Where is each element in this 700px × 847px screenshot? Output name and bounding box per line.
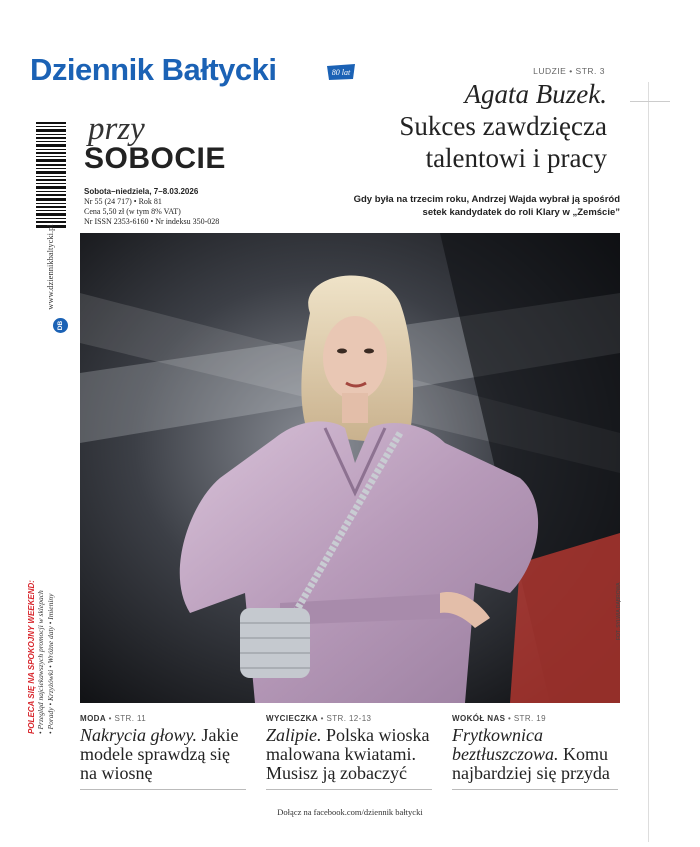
top-story-headline[interactable] xyxy=(372,78,607,174)
teaser-divider xyxy=(452,789,618,790)
crop-line-horizontal xyxy=(630,101,670,102)
supplement-przy: przy xyxy=(88,111,145,147)
badge-text: 80 lat xyxy=(331,68,351,77)
top-story-headline-name: Agata Buzek. xyxy=(464,79,607,109)
teaser-kicker: WYCIECZKA • STR. 12-13 xyxy=(266,714,372,723)
side-promo-head: POLECA SIĘ NA SPOKOJNY WEEKEND: xyxy=(27,580,36,734)
crop-line-vertical xyxy=(648,82,649,842)
top-story-headline-rest: Sukces zawdzięcza talentowi i pracy xyxy=(399,111,607,173)
teaser-fashion[interactable] xyxy=(80,714,246,790)
side-promo-line: • Porady • Krzyżówki • Wróżne daty • Imieniny xyxy=(46,593,55,734)
top-story-lead-line: setek kandydatek do roli Klary w „Zemście” xyxy=(422,206,620,218)
teaser-kicker: MODA • STR. 11 xyxy=(80,714,147,723)
teaser-around-us[interactable] xyxy=(452,714,618,790)
issue-issn: Nr ISSN 2353-6160 • Nr indeksu 350-028 xyxy=(84,217,220,226)
db-logo-icon: DB xyxy=(53,318,68,333)
side-website[interactable]: www.dziennikbaltycki.pl xyxy=(45,224,55,310)
side-promo xyxy=(27,534,63,734)
top-story-lead xyxy=(350,194,620,219)
teaser-text: Nakrycia głowy. Jakie modele sprawdzą się na wiosnę xyxy=(80,725,239,783)
teaser-divider xyxy=(266,789,432,790)
cover-photo[interactable] xyxy=(80,233,620,703)
side-promo-line: • Przegląd najciekawszych promocji w sklepach xyxy=(36,590,45,734)
masthead-title: Dziennik Bałtycki xyxy=(30,52,277,87)
issue-info xyxy=(84,187,219,227)
photo-credit: FOT. SYLWIA DĄBROWA xyxy=(616,582,622,640)
top-story-kicker: LUDZIE • STR. 3 xyxy=(533,66,605,76)
teaser-text: Frytkownica beztłuszczowa. Komu najbardziej się przyda xyxy=(452,725,610,783)
teaser-text: Zalipie. Polska wioska malowana kwiatami. Musisz ją zobaczyć xyxy=(266,725,430,783)
teaser-kicker: WOKÓŁ NAS • STR. 19 xyxy=(452,714,546,723)
top-story-lead-line: Gdy była na trzecim roku, Andrzej Wajda wybrał ją spośród xyxy=(353,194,620,205)
anniversary-badge xyxy=(325,62,357,82)
issue-number: Nr 55 (24 717) • Rok 81 xyxy=(84,197,162,206)
teaser-trip[interactable] xyxy=(266,714,432,790)
issue-price: Cena 5,50 zł (w tym 8% VAT) xyxy=(84,207,181,216)
cover-photo-illustration xyxy=(80,233,620,703)
teaser-divider xyxy=(80,789,246,790)
issue-date: Sobota–niedziela, 7–8.03.2026 xyxy=(84,187,199,196)
footer-facebook[interactable]: Dołącz na facebook.com/dziennik bałtycki xyxy=(277,807,423,817)
supplement-sobocie: SOBOCIE xyxy=(84,142,226,175)
